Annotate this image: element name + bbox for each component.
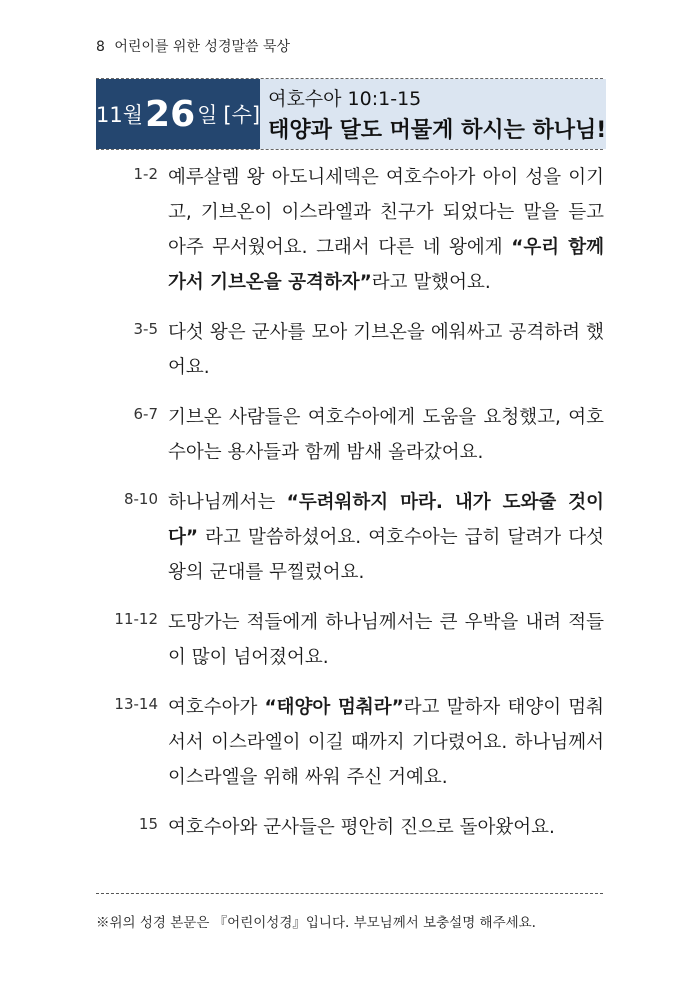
verse-item bbox=[96, 605, 604, 675]
verse-number: 6-7 bbox=[133, 405, 158, 423]
title-box bbox=[260, 79, 606, 149]
verse-text: 여호수아가 “태양아 멈춰라”라고 말하자 태양이 멈춰 서서 이스라엘이 이길 때까지 기다렸어요. 하나님께서 이스라엘을 위해 싸워 주신 거예요. bbox=[168, 697, 604, 788]
running-header bbox=[96, 36, 290, 56]
date-box bbox=[96, 79, 260, 149]
scripture-reference: 여호수아 10:1-15 bbox=[268, 88, 422, 110]
verse-quote: “태양아 멈춰라” bbox=[264, 697, 404, 718]
verse-item bbox=[96, 485, 604, 590]
verse-item bbox=[96, 160, 604, 300]
page-number: 8 bbox=[96, 39, 105, 55]
devotion-banner bbox=[96, 78, 607, 150]
footnote: ※위의 성경 본문은 『어린이성경』입니다. 부모님께서 보충설명 해주세요. bbox=[96, 915, 536, 931]
month-label: 11월 bbox=[96, 103, 144, 127]
verse-item bbox=[96, 315, 604, 385]
verse-quote: “우리 함께 가서 기브온을 공격하자” bbox=[168, 237, 604, 293]
verse-number: 13-14 bbox=[114, 695, 158, 713]
verse-text: 다섯 왕은 군사를 모아 기브온을 에워싸고 공격하려 했어요. bbox=[168, 322, 604, 378]
verse-text: 도망가는 적들에게 하나님께서는 큰 우박을 내려 적들이 많이 넘어졌어요. bbox=[168, 612, 604, 668]
verse-number: 1-2 bbox=[133, 165, 158, 183]
verse-text: 기브온 사람들은 여호수아에게 도움을 요청했고, 여호수아는 용사들과 함께 밤새 올라갔어요. bbox=[168, 407, 604, 463]
verse-item bbox=[96, 810, 604, 845]
book-title: 어린이를 위한 성경말씀 묵상 bbox=[114, 39, 291, 55]
footer-divider bbox=[96, 893, 603, 894]
verse-number: 8-10 bbox=[123, 490, 158, 508]
verse-quote: “두려워하지 마라. 내가 도와줄 것이다” bbox=[168, 492, 604, 548]
weekday: [수] bbox=[223, 103, 261, 127]
verse-number: 15 bbox=[138, 815, 158, 833]
verse-number: 3-5 bbox=[133, 320, 158, 338]
verse-text: 예루살렘 왕 아도니세덱은 여호수아가 아이 성을 이기고, 기브온이 이스라엘과 친구가 되었다는 말을 듣고 아주 무서웠어요. 그래서 다른 네 왕에게 “우리 함께 가서 기브온을 공격하자”라고 말했어요. bbox=[168, 167, 604, 293]
verse-text: 여호수아와 군사들은 평안히 진으로 돌아왔어요. bbox=[168, 817, 555, 838]
day-number: 26 bbox=[145, 93, 196, 135]
verse-list bbox=[96, 160, 604, 860]
verse-text: 하나님께서는 “두려워하지 마라. 내가 도와줄 것이다” 라고 말씀하셨어요. 여호수아는 급히 달려가 다섯 왕의 군대를 무찔렀어요. bbox=[168, 492, 604, 583]
verse-number: 11-12 bbox=[114, 610, 158, 628]
verse-item bbox=[96, 690, 604, 795]
devotion-title: 태양과 달도 머물게 하시는 하나님! bbox=[268, 118, 607, 143]
day-suffix: 일 bbox=[197, 103, 218, 127]
verse-item bbox=[96, 400, 604, 470]
